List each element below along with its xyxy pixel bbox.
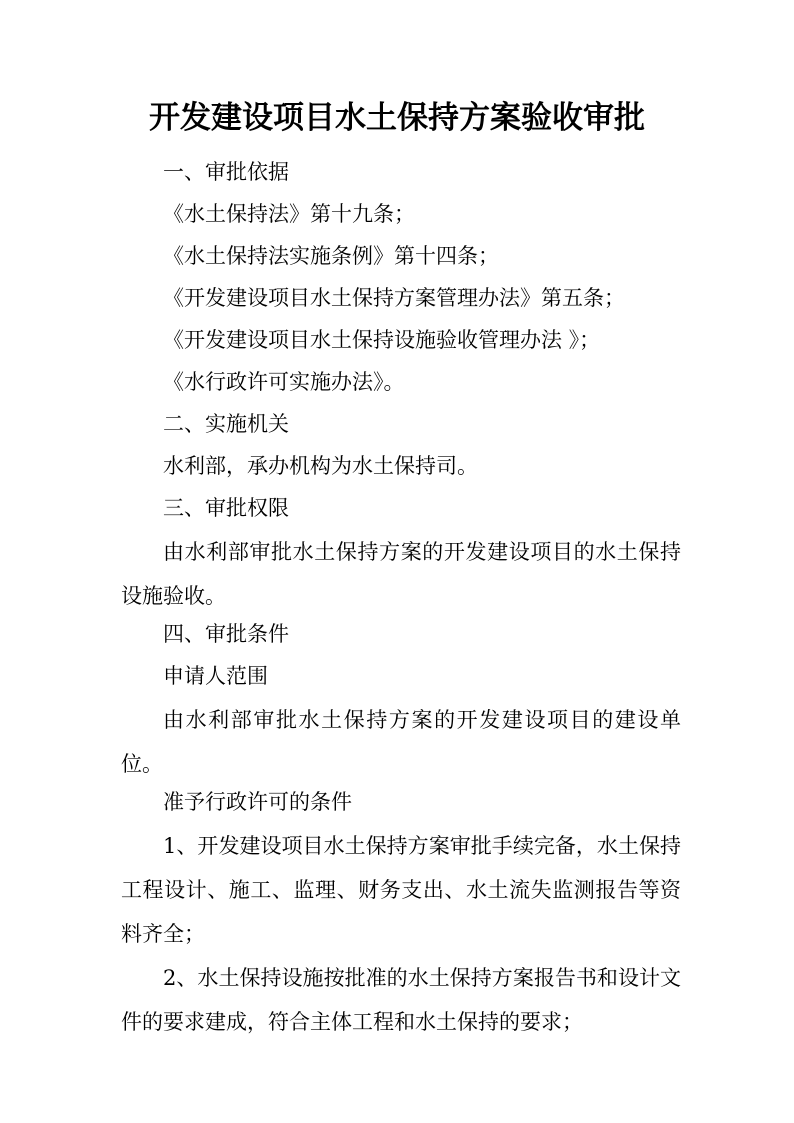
basis-item: 《水土保持法》第十九条； [163, 202, 415, 226]
condition-item-2: 2、水土保持设施按批准的水土保持方案报告书和设计文件的要求建成，符合主体工程和水土保持的要求； [121, 966, 681, 1034]
section-heading-conditions: 四、审批条件 [163, 622, 289, 646]
authority-paragraph: 由水利部审批水土保持方案的开发建设项目的水土保持设施验收。 [121, 540, 681, 608]
applicant-scope-paragraph: 由水利部审批水土保持方案的开发建设项目的建设单位。 [121, 708, 681, 776]
document-title: 开发建设项目水土保持方案验收审批 [149, 100, 645, 136]
condition-item-1: 1、开发建设项目水土保持方案审批手续完备，水土保持工程设计、施工、监理、财务支出、水土流失监测报告等资料齐全； [121, 834, 681, 946]
basis-item: 《水土保持法实施条例》第十四条； [163, 244, 499, 268]
applicant-scope-heading: 申请人范围 [163, 664, 268, 688]
section-heading-authority: 三、审批权限 [163, 496, 289, 520]
section-heading-basis: 一、审批依据 [163, 160, 289, 184]
basis-item: 《开发建设项目水土保持设施验收管理办法 》； [163, 328, 601, 352]
section-heading-agency: 二、实施机关 [163, 412, 289, 436]
basis-item: 《水行政许可实施办法》。 [163, 370, 405, 394]
basis-item: 《开发建设项目水土保持方案管理办法》第五条； [163, 286, 625, 310]
agency-text: 水利部，承办机构为水土保持司。 [163, 454, 478, 478]
license-conditions-heading: 准予行政许可的条件 [163, 790, 352, 814]
